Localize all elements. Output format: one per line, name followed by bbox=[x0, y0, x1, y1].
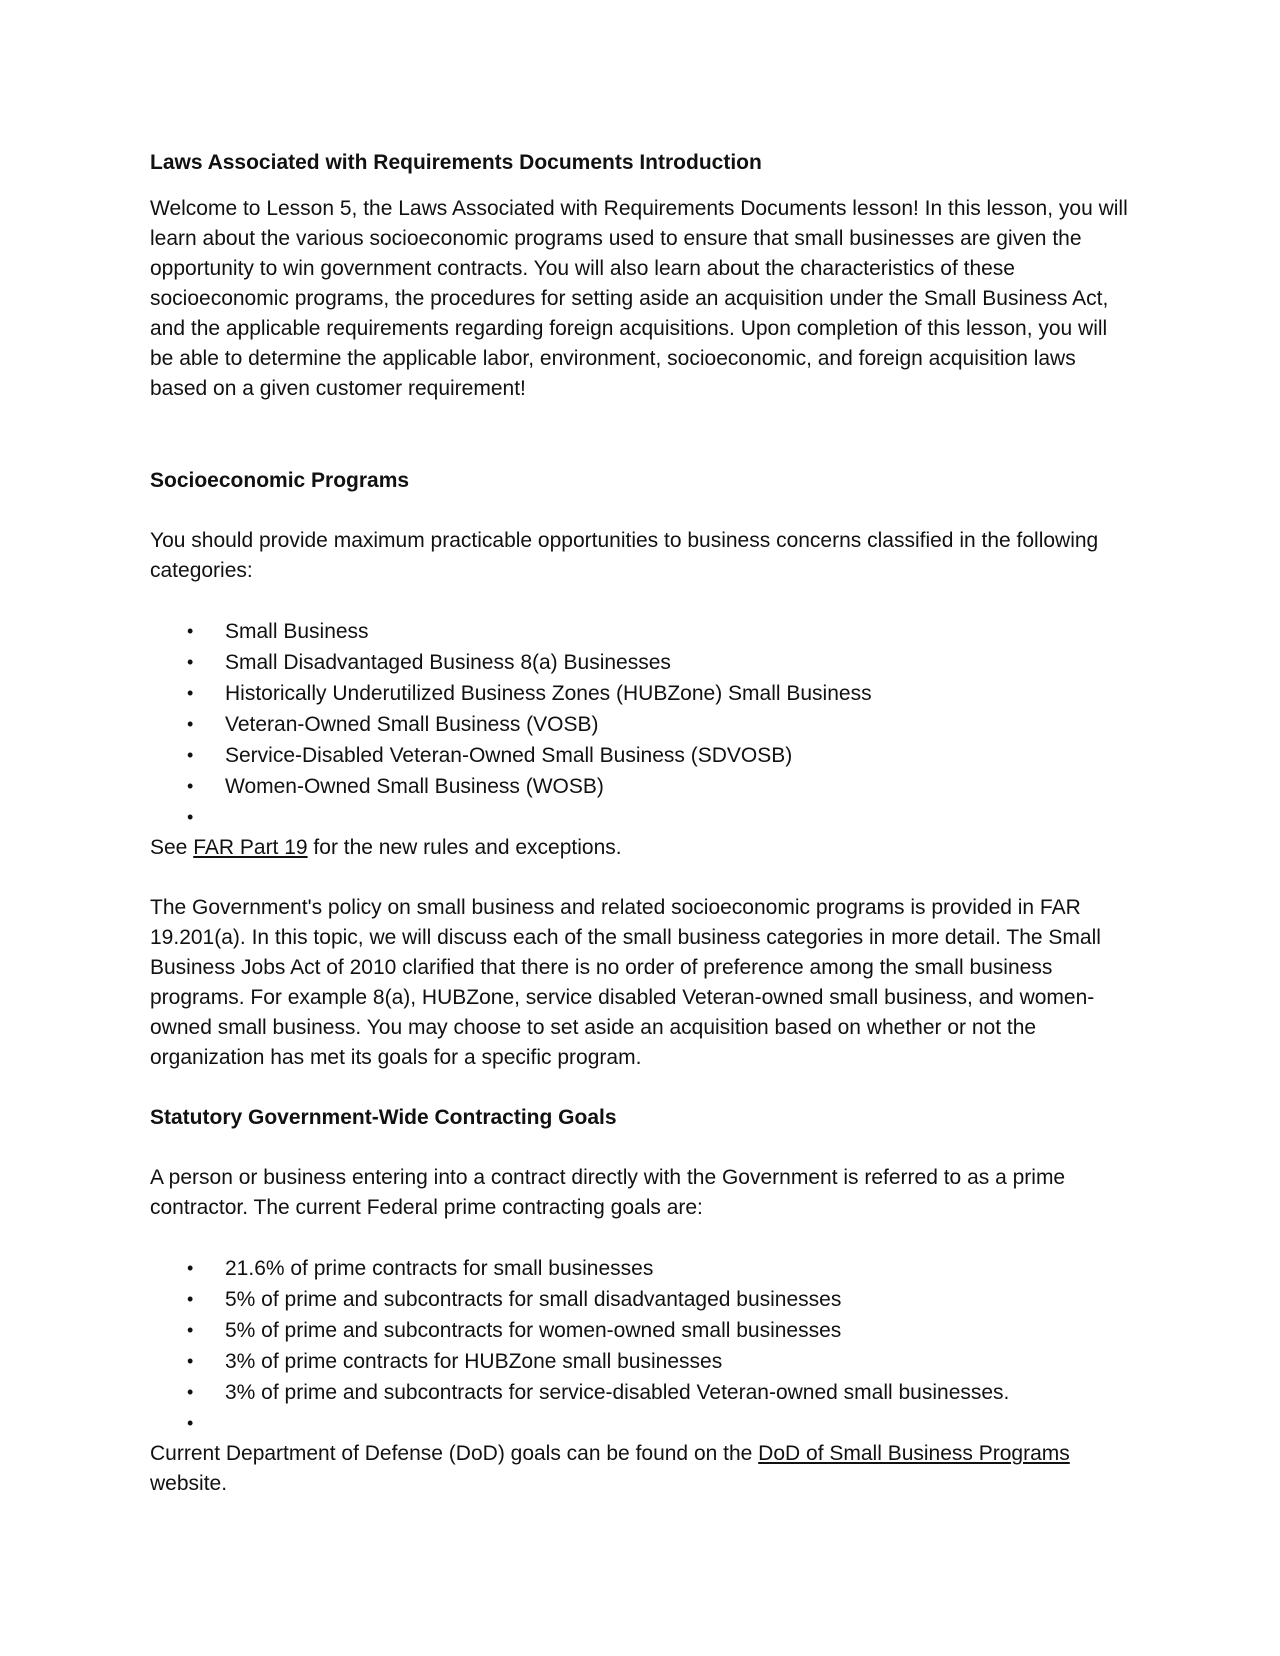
far-part-19-link[interactable]: FAR Part 19 bbox=[193, 836, 308, 859]
bullet-icon: • bbox=[187, 652, 194, 672]
list-item bbox=[150, 1346, 1130, 1377]
spacer bbox=[150, 1223, 1130, 1253]
list-item-text: Small Business bbox=[225, 620, 369, 643]
socioeconomic-lead: You should provide maximum practicable opportunities to business concerns classified in the following categories: bbox=[150, 529, 1099, 582]
spacer bbox=[150, 1073, 1130, 1103]
bullet-icon: • bbox=[187, 1351, 194, 1371]
bullet-icon: • bbox=[187, 1413, 194, 1433]
dod-goals-prefix: Current Department of Defense (DoD) goals can be found on the bbox=[150, 1442, 759, 1465]
bullet-icon: • bbox=[187, 1320, 194, 1340]
list-item bbox=[150, 678, 1130, 709]
list-item bbox=[150, 1408, 1130, 1439]
bullet-icon: • bbox=[187, 1258, 194, 1278]
list-item bbox=[150, 771, 1130, 802]
list-item-text: Historically Underutilized Business Zones (HUBZone) Small Business bbox=[225, 682, 872, 705]
goals-list bbox=[150, 1253, 1130, 1439]
dod-small-business-programs-link[interactable]: DoD of Small Business Programs bbox=[758, 1442, 1070, 1465]
goals-heading: Statutory Government-Wide Contracting Goals bbox=[150, 1106, 617, 1129]
bullet-icon: • bbox=[187, 776, 194, 796]
dod-goals-suffix: website. bbox=[150, 1472, 228, 1495]
spacer bbox=[150, 404, 1130, 466]
bullet-icon: • bbox=[187, 1382, 194, 1402]
list-item-text: 21.6% of prime contracts for small businesses bbox=[225, 1257, 654, 1280]
spacer bbox=[150, 178, 1130, 194]
list-item-text: Women-Owned Small Business (WOSB) bbox=[225, 775, 604, 798]
list-item-text: 3% of prime contracts for HUBZone small businesses bbox=[225, 1350, 723, 1373]
intro-paragraph: Welcome to Lesson 5, the Laws Associated with Requirements Documents lesson! In this lesson, you will learn about the various socioeconomic programs used to ensure that small businesses are given the opportunity to win government contracts. You will also learn about the characteristics of these socioeconomic programs, the procedures for setting aside an acquisition under the Small Business Act, and the applicable requirements regarding foreign acquisitions. Upon completion of this lesson, you will be able to determine the applicable labor, environment, socioeconomic, and foreign acquisition laws based on a given customer requirement! bbox=[150, 197, 1128, 400]
goals-lead: A person or business entering into a contract directly with the Government is referred to as a prime contractor. The current Federal prime contracting goals are: bbox=[150, 1166, 1066, 1219]
bullet-icon: • bbox=[187, 807, 194, 827]
list-item-text: Service-Disabled Veteran-Owned Small Business (SDVOSB) bbox=[225, 744, 793, 767]
list-item bbox=[150, 1315, 1130, 1346]
bullet-icon: • bbox=[187, 745, 194, 765]
socioeconomic-heading: Socioeconomic Programs bbox=[150, 469, 410, 492]
far-reference-suffix: for the new rules and exceptions. bbox=[307, 836, 622, 859]
list-item-text: Veteran-Owned Small Business (VOSB) bbox=[225, 713, 599, 736]
bullet-icon: • bbox=[187, 683, 194, 703]
dod-goals-paragraph bbox=[150, 1439, 1130, 1499]
spacer bbox=[150, 1133, 1130, 1163]
bullet-icon: • bbox=[187, 1289, 194, 1309]
far-reference-paragraph bbox=[150, 833, 1130, 863]
list-item-text: 5% of prime and subcontracts for small disadvantaged businesses bbox=[225, 1288, 842, 1311]
list-item-text: 3% of prime and subcontracts for service-disabled Veteran-owned small businesses. bbox=[225, 1381, 1010, 1404]
list-item bbox=[150, 709, 1130, 740]
list-item bbox=[150, 802, 1130, 833]
list-item bbox=[150, 647, 1130, 678]
list-item bbox=[150, 1377, 1130, 1408]
socioeconomic-list bbox=[150, 616, 1130, 833]
spacer bbox=[150, 586, 1130, 616]
list-item bbox=[150, 1253, 1130, 1284]
spacer bbox=[150, 496, 1130, 526]
list-item bbox=[150, 616, 1130, 647]
document-page bbox=[150, 148, 1130, 1499]
spacer bbox=[150, 863, 1130, 893]
list-item bbox=[150, 1284, 1130, 1315]
far-reference-prefix: See bbox=[150, 836, 194, 859]
list-item bbox=[150, 740, 1130, 771]
list-item-text: 5% of prime and subcontracts for women-owned small businesses bbox=[225, 1319, 842, 1342]
intro-heading: Laws Associated with Requirements Documents Introduction bbox=[150, 151, 762, 174]
policy-paragraph: The Government's policy on small business and related socioeconomic programs is provided in FAR 19.201(a). In this topic, we will discuss each of the small business categories in more detail. The Small Business Jobs Act of 2010 clarified that there is no order of preference among the small business programs. For example 8(a), HUBZone, service disabled Veteran-owned small business, and women-owned small business. You may choose to set aside an acquisition based on whether or not the organization has met its goals for a specific program. bbox=[150, 896, 1101, 1069]
list-item-text: Small Disadvantaged Business 8(a) Businesses bbox=[225, 651, 671, 674]
bullet-icon: • bbox=[187, 621, 194, 641]
bullet-icon: • bbox=[187, 714, 194, 734]
